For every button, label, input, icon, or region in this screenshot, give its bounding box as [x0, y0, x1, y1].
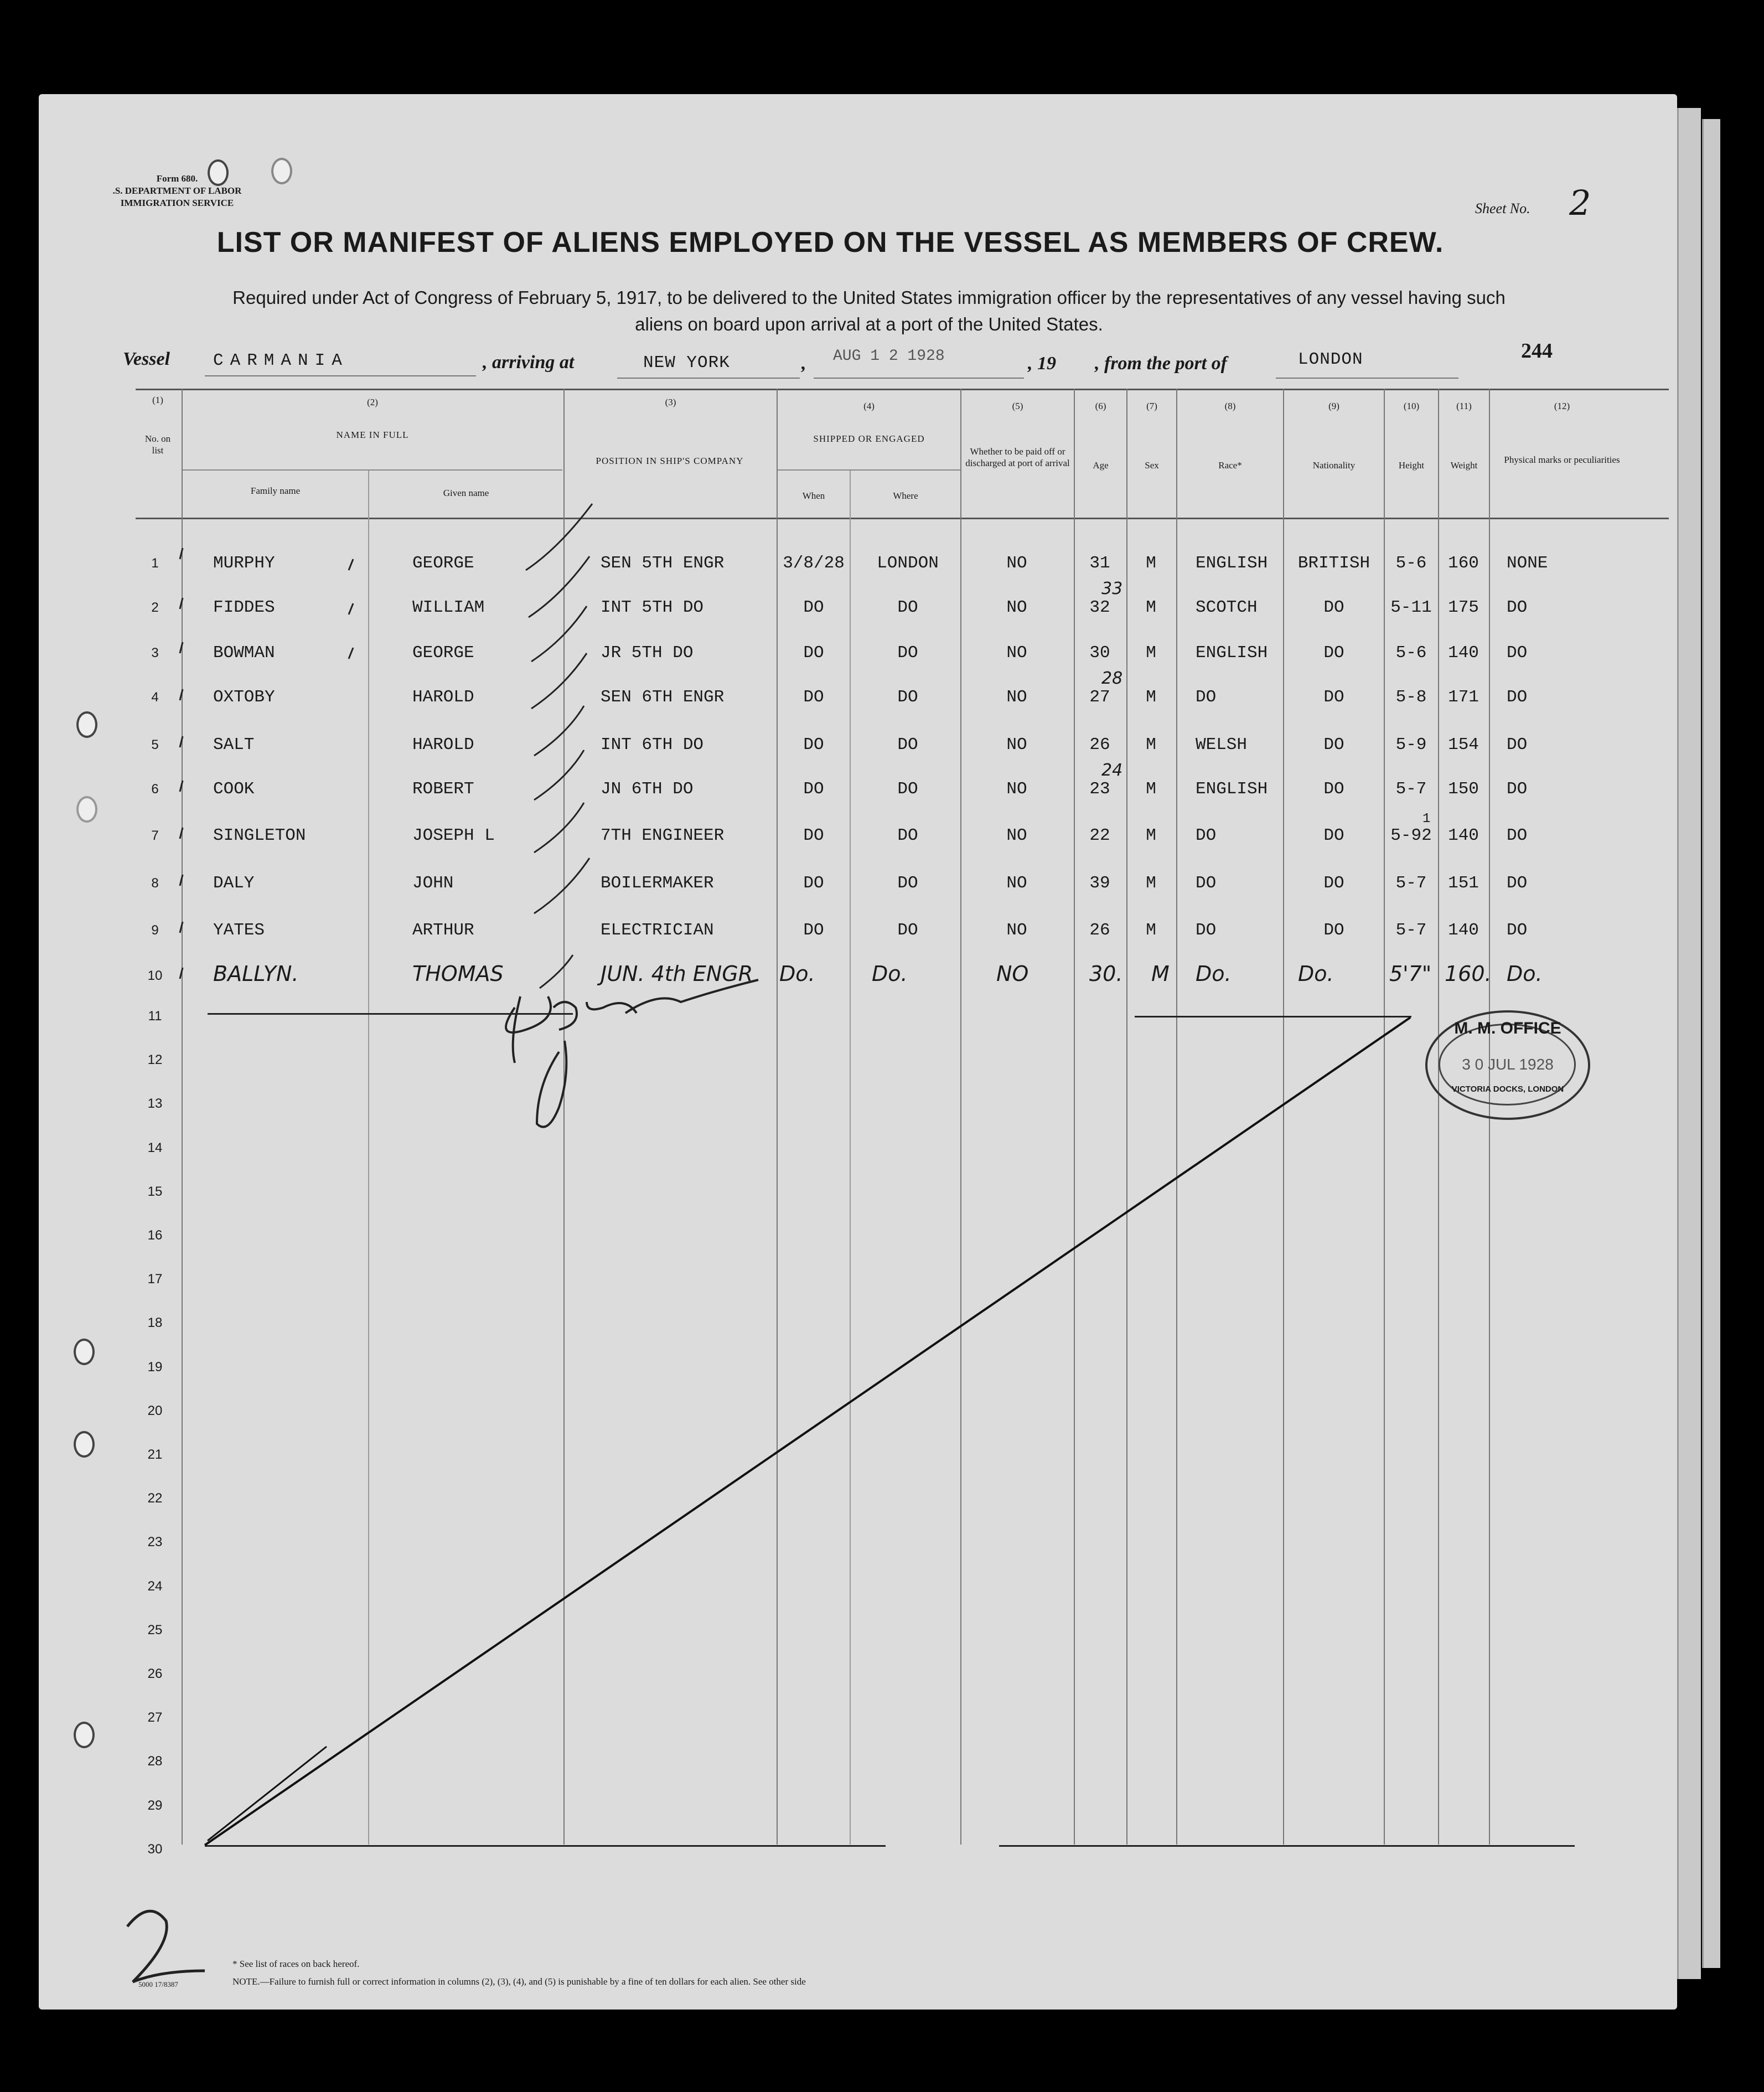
cell-weight: 140	[1448, 826, 1479, 845]
cell-height: 5-7	[1395, 921, 1427, 940]
row-number: 20	[147, 1403, 163, 1418]
cell-marks: NONE	[1507, 554, 1548, 573]
col8-label: Race*	[1218, 460, 1242, 471]
col7-label: Sex	[1145, 460, 1159, 471]
cell-when: DO	[803, 874, 824, 893]
col12-number: (12)	[1554, 401, 1570, 411]
cell-where: DO	[897, 921, 918, 940]
cell-weight: 151	[1448, 874, 1479, 893]
cell-sex: M	[1146, 874, 1156, 893]
mm-office-stamp	[1425, 1010, 1590, 1120]
row-number: 12	[147, 1052, 163, 1068]
arriving-label: , arriving at	[483, 352, 575, 373]
cell-weight: 150	[1448, 779, 1479, 799]
cell-family: BALLYN.	[213, 962, 299, 986]
cell-sex: M	[1146, 598, 1156, 617]
cell-given: JOSEPH L	[412, 826, 495, 845]
races-footnote: * See list of races on back hereof.	[232, 1959, 360, 1969]
cell-height: 5-6	[1395, 554, 1427, 573]
col4-number: (4)	[863, 401, 875, 411]
cell-age: 26	[1089, 735, 1110, 755]
cell-race: ENGLISH	[1196, 554, 1268, 573]
from-port: LONDON	[1298, 350, 1363, 369]
col1-label: No. on list	[144, 433, 171, 456]
cell-where: DO	[897, 874, 918, 893]
cell-age: 30	[1089, 643, 1110, 663]
col7-number: (7)	[1146, 401, 1157, 411]
row-number: 10	[147, 968, 163, 983]
row-number: 9	[151, 923, 159, 938]
height-correction: 1	[1422, 812, 1431, 827]
cell-height: 5-11	[1390, 598, 1432, 617]
cell-age: 23	[1089, 779, 1110, 799]
cell-paid-off: NO	[1006, 779, 1027, 799]
cell-given: JOHN	[412, 874, 454, 893]
row-number: 2	[151, 600, 159, 615]
comma: ,	[801, 353, 806, 374]
cell-marks: DO	[1507, 688, 1528, 707]
row-number: 24	[147, 1578, 163, 1594]
row-number: 11	[148, 1009, 162, 1024]
cell-position: ELECTRICIAN	[601, 921, 714, 940]
cell-race: ENGLISH	[1196, 779, 1268, 799]
cell-where: DO	[897, 643, 918, 663]
row-number: 6	[151, 782, 159, 797]
department-name: .S. DEPARTMENT OF LABOR	[112, 185, 242, 196]
cell-age: 32	[1089, 598, 1110, 617]
cell-height: 5-7	[1395, 779, 1427, 799]
arrival-date-stamp: AUG 1 2 1928	[833, 348, 945, 365]
arriving-port: NEW YORK	[643, 353, 730, 373]
sheet-number-label: Sheet No.	[1475, 200, 1530, 216]
cell-sex: M	[1146, 643, 1156, 663]
cell-position: 7TH ENGINEER	[601, 826, 725, 845]
row-number: 29	[147, 1797, 163, 1813]
cell-paid-off: NO	[996, 962, 1029, 986]
col6-label: Age	[1093, 460, 1109, 471]
cell-when: DO	[803, 735, 824, 755]
cell-nationality: DO	[1323, 874, 1344, 893]
cell-position: JUN. 4th ENGR	[601, 962, 753, 986]
cell-sex: M	[1146, 826, 1156, 845]
cell-nationality: BRITISH	[1297, 554, 1370, 573]
cell-position: INT 5TH DO	[601, 598, 704, 617]
row-number: 26	[147, 1666, 163, 1681]
subtitle-line-1: Required under Act of Congress of February 5, 1917, to be delivered to the United States immigration officer by the representatives of any vessel having such	[232, 287, 1506, 308]
age-correction: 24	[1101, 761, 1123, 780]
col3-number: (3)	[665, 397, 676, 407]
cell-age: 26	[1089, 921, 1110, 940]
cell-position: SEN 6TH ENGR	[601, 688, 725, 707]
cell-when: DO	[803, 779, 824, 799]
cell-marks: Do.	[1507, 962, 1543, 986]
col5-label: Whether to be paid off or discharged at port of arrival	[965, 446, 1070, 468]
cell-paid-off: NO	[1006, 554, 1027, 573]
from-port-label: , from the port of	[1095, 353, 1227, 374]
cell-sex: M	[1146, 779, 1156, 799]
cell-family: SALT	[213, 735, 255, 755]
cell-age: 22	[1089, 826, 1110, 845]
cell-race: DO	[1196, 874, 1217, 893]
cell-weight: 154	[1448, 735, 1479, 755]
cell-nationality: DO	[1323, 826, 1344, 845]
row-number: 19	[147, 1359, 163, 1375]
col9-number: (9)	[1328, 401, 1339, 411]
cell-height: 5'7"	[1389, 962, 1432, 986]
subtitle-line-2: aliens on board upon arrival at a port of the United States.	[635, 314, 1103, 334]
cell-nationality: DO	[1323, 735, 1344, 755]
col11-number: (11)	[1456, 401, 1472, 411]
cell-nationality: DO	[1323, 688, 1344, 707]
cell-given: HAROLD	[412, 735, 474, 755]
cell-paid-off: NO	[1006, 735, 1027, 755]
manifest-number: 244	[1521, 339, 1553, 363]
cell-race: DO	[1196, 826, 1217, 845]
stamp-date: 3 0 JUL 1928	[1462, 1056, 1554, 1073]
age-correction: 28	[1101, 669, 1123, 688]
row-number: 3	[151, 645, 159, 660]
col2-family-name: Family name	[250, 485, 301, 496]
row-number: 14	[147, 1140, 163, 1155]
col3-label: POSITION IN SHIP'S COMPANY	[596, 456, 744, 466]
cell-height: 5-8	[1395, 688, 1427, 707]
row-number: 18	[147, 1315, 163, 1331]
cell-height: 5-6	[1395, 643, 1427, 663]
col2-label: NAME IN FULL	[336, 430, 409, 440]
cell-position: JN 6TH DO	[601, 779, 694, 799]
cell-where: DO	[897, 779, 918, 799]
cell-age: 27	[1089, 688, 1110, 707]
cell-race: WELSH	[1196, 735, 1248, 755]
cell-position: SEN 5TH ENGR	[601, 554, 725, 573]
cell-race: ENGLISH	[1196, 643, 1268, 663]
row-number: 25	[147, 1622, 163, 1638]
cell-marks: DO	[1507, 643, 1528, 663]
cell-weight: 160.	[1445, 962, 1492, 986]
cell-nationality: DO	[1323, 921, 1344, 940]
cell-family: COOK	[213, 779, 255, 799]
cell-weight: 175	[1448, 598, 1479, 617]
cell-sex: M	[1146, 554, 1156, 573]
cancellation-diagonal	[205, 1017, 1410, 1845]
col4-label: SHIPPED OR ENGAGED	[813, 433, 925, 444]
cell-nationality: DO	[1323, 598, 1344, 617]
cell-family: BOWMAN	[213, 643, 275, 663]
cell-given: HAROLD	[412, 688, 474, 707]
row-number: 17	[147, 1272, 163, 1287]
age-correction: 33	[1101, 579, 1123, 598]
form-number: Form 680.	[156, 173, 198, 184]
cell-weight: 171	[1448, 688, 1479, 707]
cell-given: ARTHUR	[412, 921, 474, 940]
vessel-name: CARMANIA	[213, 351, 349, 370]
col11-label: Weight	[1450, 460, 1478, 471]
row-number: 7	[151, 828, 159, 843]
cancellation-diagonal-lower	[208, 1747, 327, 1841]
stamp-top-text: M. M. OFFICE	[1454, 1019, 1561, 1037]
cell-paid-off: NO	[1006, 688, 1027, 707]
cell-given: GEORGE	[412, 554, 474, 573]
cell-race: Do.	[1196, 962, 1232, 986]
cell-age: 39	[1089, 874, 1110, 893]
cell-marks: DO	[1507, 874, 1528, 893]
cell-when: DO	[803, 598, 824, 617]
row-number: 28	[147, 1754, 163, 1769]
cell-paid-off: NO	[1006, 921, 1027, 940]
cell-marks: DO	[1507, 826, 1528, 845]
cell-position: JR 5TH DO	[601, 643, 694, 663]
note-footnote: NOTE.—Failure to furnish full or correct information in columns (2), (3), (4), and (5) is punishable by a fine of ten dollars for each alien. See other side	[232, 1976, 806, 1987]
row-number: 16	[147, 1228, 163, 1243]
cell-family: FIDDES	[213, 598, 275, 617]
cell-family: DALY	[213, 874, 255, 893]
cell-height: 5-92	[1390, 826, 1432, 845]
year-label: , 19	[1028, 353, 1056, 374]
cell-nationality: DO	[1323, 643, 1344, 663]
cell-race: SCOTCH	[1196, 598, 1258, 617]
cell-paid-off: NO	[1006, 826, 1027, 845]
cell-when: DO	[803, 826, 824, 845]
cell-when: 3/8/28	[783, 554, 845, 573]
cell-height: 5-9	[1395, 735, 1427, 755]
cell-given: ROBERT	[412, 779, 474, 799]
col10-number: (10)	[1403, 401, 1420, 411]
cell-race: DO	[1196, 688, 1217, 707]
row-number: 1	[151, 556, 159, 571]
cell-sex: M	[1146, 921, 1156, 940]
cell-family: OXTOBY	[213, 688, 275, 707]
vessel-label: Vessel	[123, 349, 170, 369]
col9-label: Nationality	[1312, 460, 1356, 471]
print-identifier: 5000 17/8387	[138, 1980, 178, 1988]
col8-number: (8)	[1224, 401, 1236, 411]
cell-where: Do.	[872, 962, 908, 986]
cell-when: DO	[803, 688, 824, 707]
cell-sex: M	[1146, 688, 1156, 707]
cell-age: 31	[1089, 554, 1110, 573]
col10-label: Height	[1398, 460, 1425, 471]
cell-where: DO	[897, 688, 918, 707]
cell-when: Do.	[779, 962, 815, 986]
cell-when: DO	[803, 643, 824, 663]
cell-height: 5-7	[1395, 874, 1427, 893]
row-number: 15	[147, 1184, 163, 1199]
col5-number: (5)	[1012, 401, 1023, 411]
sheet-number-value: 2	[1569, 183, 1591, 223]
col4-when: When	[802, 490, 825, 501]
cell-where: LONDON	[877, 554, 939, 573]
cell-position: BOILERMAKER	[601, 874, 714, 893]
cell-paid-off: NO	[1006, 643, 1027, 663]
col6-number: (6)	[1095, 401, 1106, 411]
stamp-bottom-text: VICTORIA DOCKS, LONDON	[1451, 1084, 1564, 1094]
cell-when: DO	[803, 921, 824, 940]
cell-family: MURPHY	[213, 554, 275, 573]
cell-where: DO	[897, 826, 918, 845]
row-number: 22	[147, 1491, 163, 1506]
col12-label: Physical marks or peculiarities	[1504, 454, 1620, 465]
cell-where: DO	[897, 735, 918, 755]
cell-nationality: Do.	[1298, 962, 1334, 986]
col2-number: (2)	[367, 397, 378, 407]
row-number: 27	[147, 1710, 163, 1726]
cell-race: DO	[1196, 921, 1217, 940]
row-number: 5	[151, 737, 159, 752]
cell-position: INT 6TH DO	[601, 735, 704, 755]
cell-given: WILLIAM	[412, 598, 485, 617]
cell-given: GEORGE	[412, 643, 474, 663]
row-number: 23	[147, 1535, 163, 1550]
cell-marks: DO	[1507, 598, 1528, 617]
cell-marks: DO	[1507, 779, 1528, 799]
col4-where: Where	[893, 490, 918, 501]
cell-weight: 140	[1448, 643, 1479, 663]
col1-number: (1)	[152, 395, 163, 405]
cell-nationality: DO	[1323, 779, 1344, 799]
service-name: IMMIGRATION SERVICE	[120, 198, 234, 208]
row-number: 8	[151, 876, 159, 891]
row-number: 4	[151, 690, 159, 705]
col2-given-name: Given name	[443, 488, 489, 498]
cell-family: YATES	[213, 921, 265, 940]
document-title: LIST OR MANIFEST OF ALIENS EMPLOYED ON THE VESSEL AS MEMBERS OF CREW.	[216, 226, 1444, 259]
cell-marks: DO	[1507, 735, 1528, 755]
row-number: 13	[147, 1096, 163, 1112]
cell-age: 30.	[1089, 962, 1123, 986]
cell-given: THOMAS	[412, 962, 504, 986]
cell-paid-off: NO	[1006, 874, 1027, 893]
signature	[506, 980, 758, 1127]
row-number: 30	[147, 1841, 163, 1857]
cell-paid-off: NO	[1006, 598, 1027, 617]
cell-family: SINGLETON	[213, 826, 306, 845]
cell-weight: 140	[1448, 921, 1479, 940]
cell-sex: M	[1151, 962, 1170, 986]
cell-weight: 160	[1448, 554, 1479, 573]
cell-where: DO	[897, 598, 918, 617]
cell-marks: DO	[1507, 921, 1528, 940]
row-number: 21	[147, 1447, 163, 1462]
cell-sex: M	[1146, 735, 1156, 755]
corner-mark	[127, 1911, 205, 1982]
